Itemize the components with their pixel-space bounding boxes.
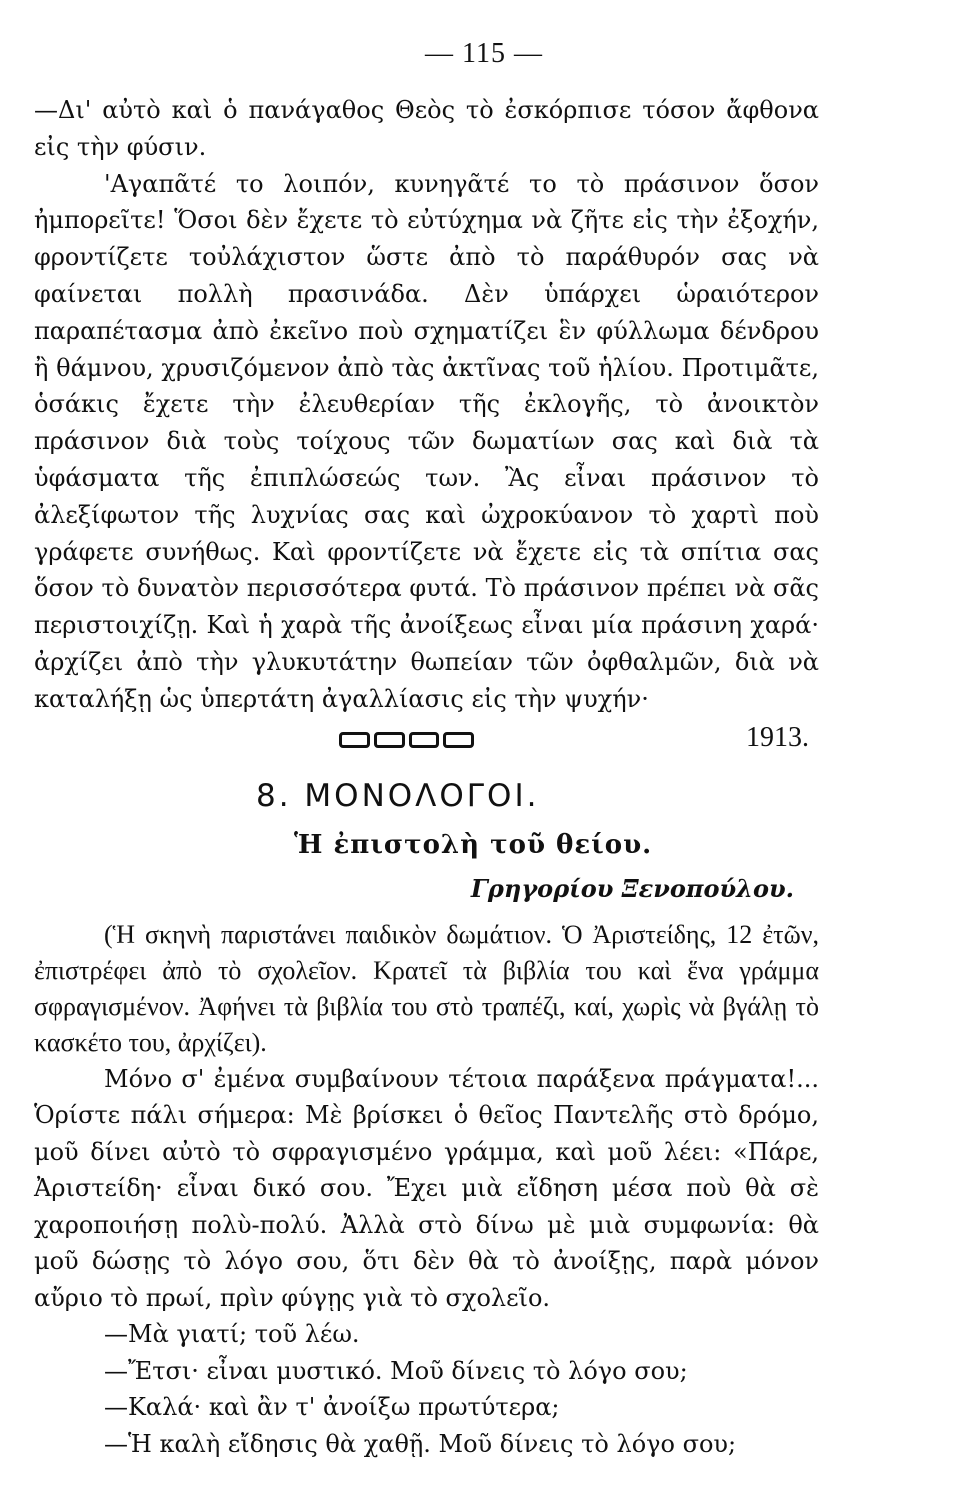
ornament-divider bbox=[339, 732, 474, 748]
paragraph-2: 'Αγαπᾶτέ το λοιπόν, κυνηγᾶτέ το τὸ πράσινον ὅσον ἠμπορεῖτε! Ὅσοι δὲν ἔχετε τὸ εὐτύχημα νὰ ζῆτε εἰς τὴν ἐξοχήν, φροντίζετε τοὐλάχιστον ὥστε ἀπὸ τὸ παράθυρόν σας νὰ φαίνεται πολλὴ πρασινάδα. Δὲν ὑπάρχει ὡραιότερον παραπέτασμα ἀπὸ ἐκεῖνο ποὺ σχηματίζει ἓν φύλλωμα δένδρου ἢ θάμνου, χρυσιζόμενον ἀπὸ τὰς ἀκτῖνας τοῦ ἡλίου. Προτιμᾶτε, ὁσάκις ἔχετε τὴν ἐλευθερίαν τῆς ἐκλογῆς, τὸ ἀνοικτὸν πράσινον διὰ τοὺς τοίχους τῶν δωματίων σας καὶ διὰ τὰ ὑφάσματα τῆς ἐπιπλώσεώς των. Ἂς εἶναι πράσινον τὸ ἀλεξίφωτον τῆς λυχνίας σας καὶ ὠχροκύανον τὸ χαρτὶ ποὺ γράφετε συνήθως. Καὶ φροντίζετε νὰ ἔχετε εἰς τὰ σπίτια σας ὅσον τὸ δυνατὸν περισσότερα φυτά. Τὸ πράσινον πρέπει νὰ σᾶς περιστοιχίζῃ. Καὶ ἡ χαρὰ τῆς ἀνοίξεως εἶναι μία πράσινη χαρά· ἀρχίζει ἀπὸ τὴν γλυκυτάτην θωπείαν τῶν ὀφθαλμῶν, διὰ νὰ καταλήξῃ ὡς ὑπερτάτη ἀγαλλίασις εἰς τὴν ψυχήν· bbox=[34, 169, 819, 713]
author: Γρηγορίου Ξενοπούλου. bbox=[470, 873, 794, 903]
divider-row bbox=[34, 722, 819, 770]
dialogue-line-1: —Μὰ γιατί; τοῦ λέω. bbox=[104, 1320, 360, 1349]
dialogue-line-4: —Ἡ καλὴ εἴδησις θὰ χαθῇ. Μοῦ δίνεις τὸ λόγο σου; bbox=[104, 1429, 737, 1458]
section-title: 8. ΜΟΝΟΛΟΓΟΙ. bbox=[256, 777, 540, 814]
paragraph-1: —Δι' αὐτὸ καὶ ὁ πανάγαθος Θεὸς τὸ ἐσκόρπισε τόσον ἄφθονα εἰς τὴν φύσιν. bbox=[34, 96, 819, 161]
dialogue-line-3: —Καλά· καὶ ἂν τ' ἀνοίξω πρωτύτερα; bbox=[104, 1393, 560, 1422]
page-number: — 115 — bbox=[425, 38, 543, 69]
year: 1913. bbox=[746, 721, 809, 753]
piece-title: Ἡ ἐπιστολὴ τοῦ θείου. bbox=[294, 829, 653, 860]
monologue-paragraph: Μόνο σ' ἐμένα συμβαίνουν τέτοια παράξενα πράγματα!... Ὁρίστε πάλι σήμερα: Μὲ βρίσκει ὁ θεῖος Παντελῆς στὸ δρόμο, μοῦ δίνει αὐτὸ τὸ σφραγισμένο γράμμα, καὶ μοῦ λέει: «Πάρε, Ἀριστείδη· εἶναι δικό σου. Ἔχει μιὰ εἴδηση μέσα ποὺ θὰ σὲ χαροποιήσῃ πολὺ-πολύ. Ἀλλὰ στὸ δίνω μὲ μιὰ συμφωνία: θὰ μοῦ δώσῃς τὸ λόγο σου, ὅτι δὲν θὰ τὸ ἀνοίξῃς, παρὰ μόνον αὔριο τὸ πρωί, πρὶν φύγῃς γιὰ τὸ σχολεῖο. bbox=[34, 1064, 819, 1312]
dialogue-line-2: —Ἔτσι· εἶναι μυστικό. Μοῦ δίνεις τὸ λόγο σου; bbox=[104, 1356, 688, 1385]
stage-direction: (Ἡ σκηνὴ παριστάνει παιδικὸν δωμάτιον. Ὁ Ἀριστείδης, 12 ἐτῶν, ἐπιστρέφει ἀπὸ τὸ σχολεῖον. Κρατεῖ τὰ βιβλία του καὶ ἕνα γράμμα σφραγισμένον. Ἀφήνει τὰ βιβλία του στὸ τραπέζι, καί, χωρὶς νὰ βγάλῃ τὸ κασκέτο του, ἀρχίζει). bbox=[34, 919, 819, 1057]
